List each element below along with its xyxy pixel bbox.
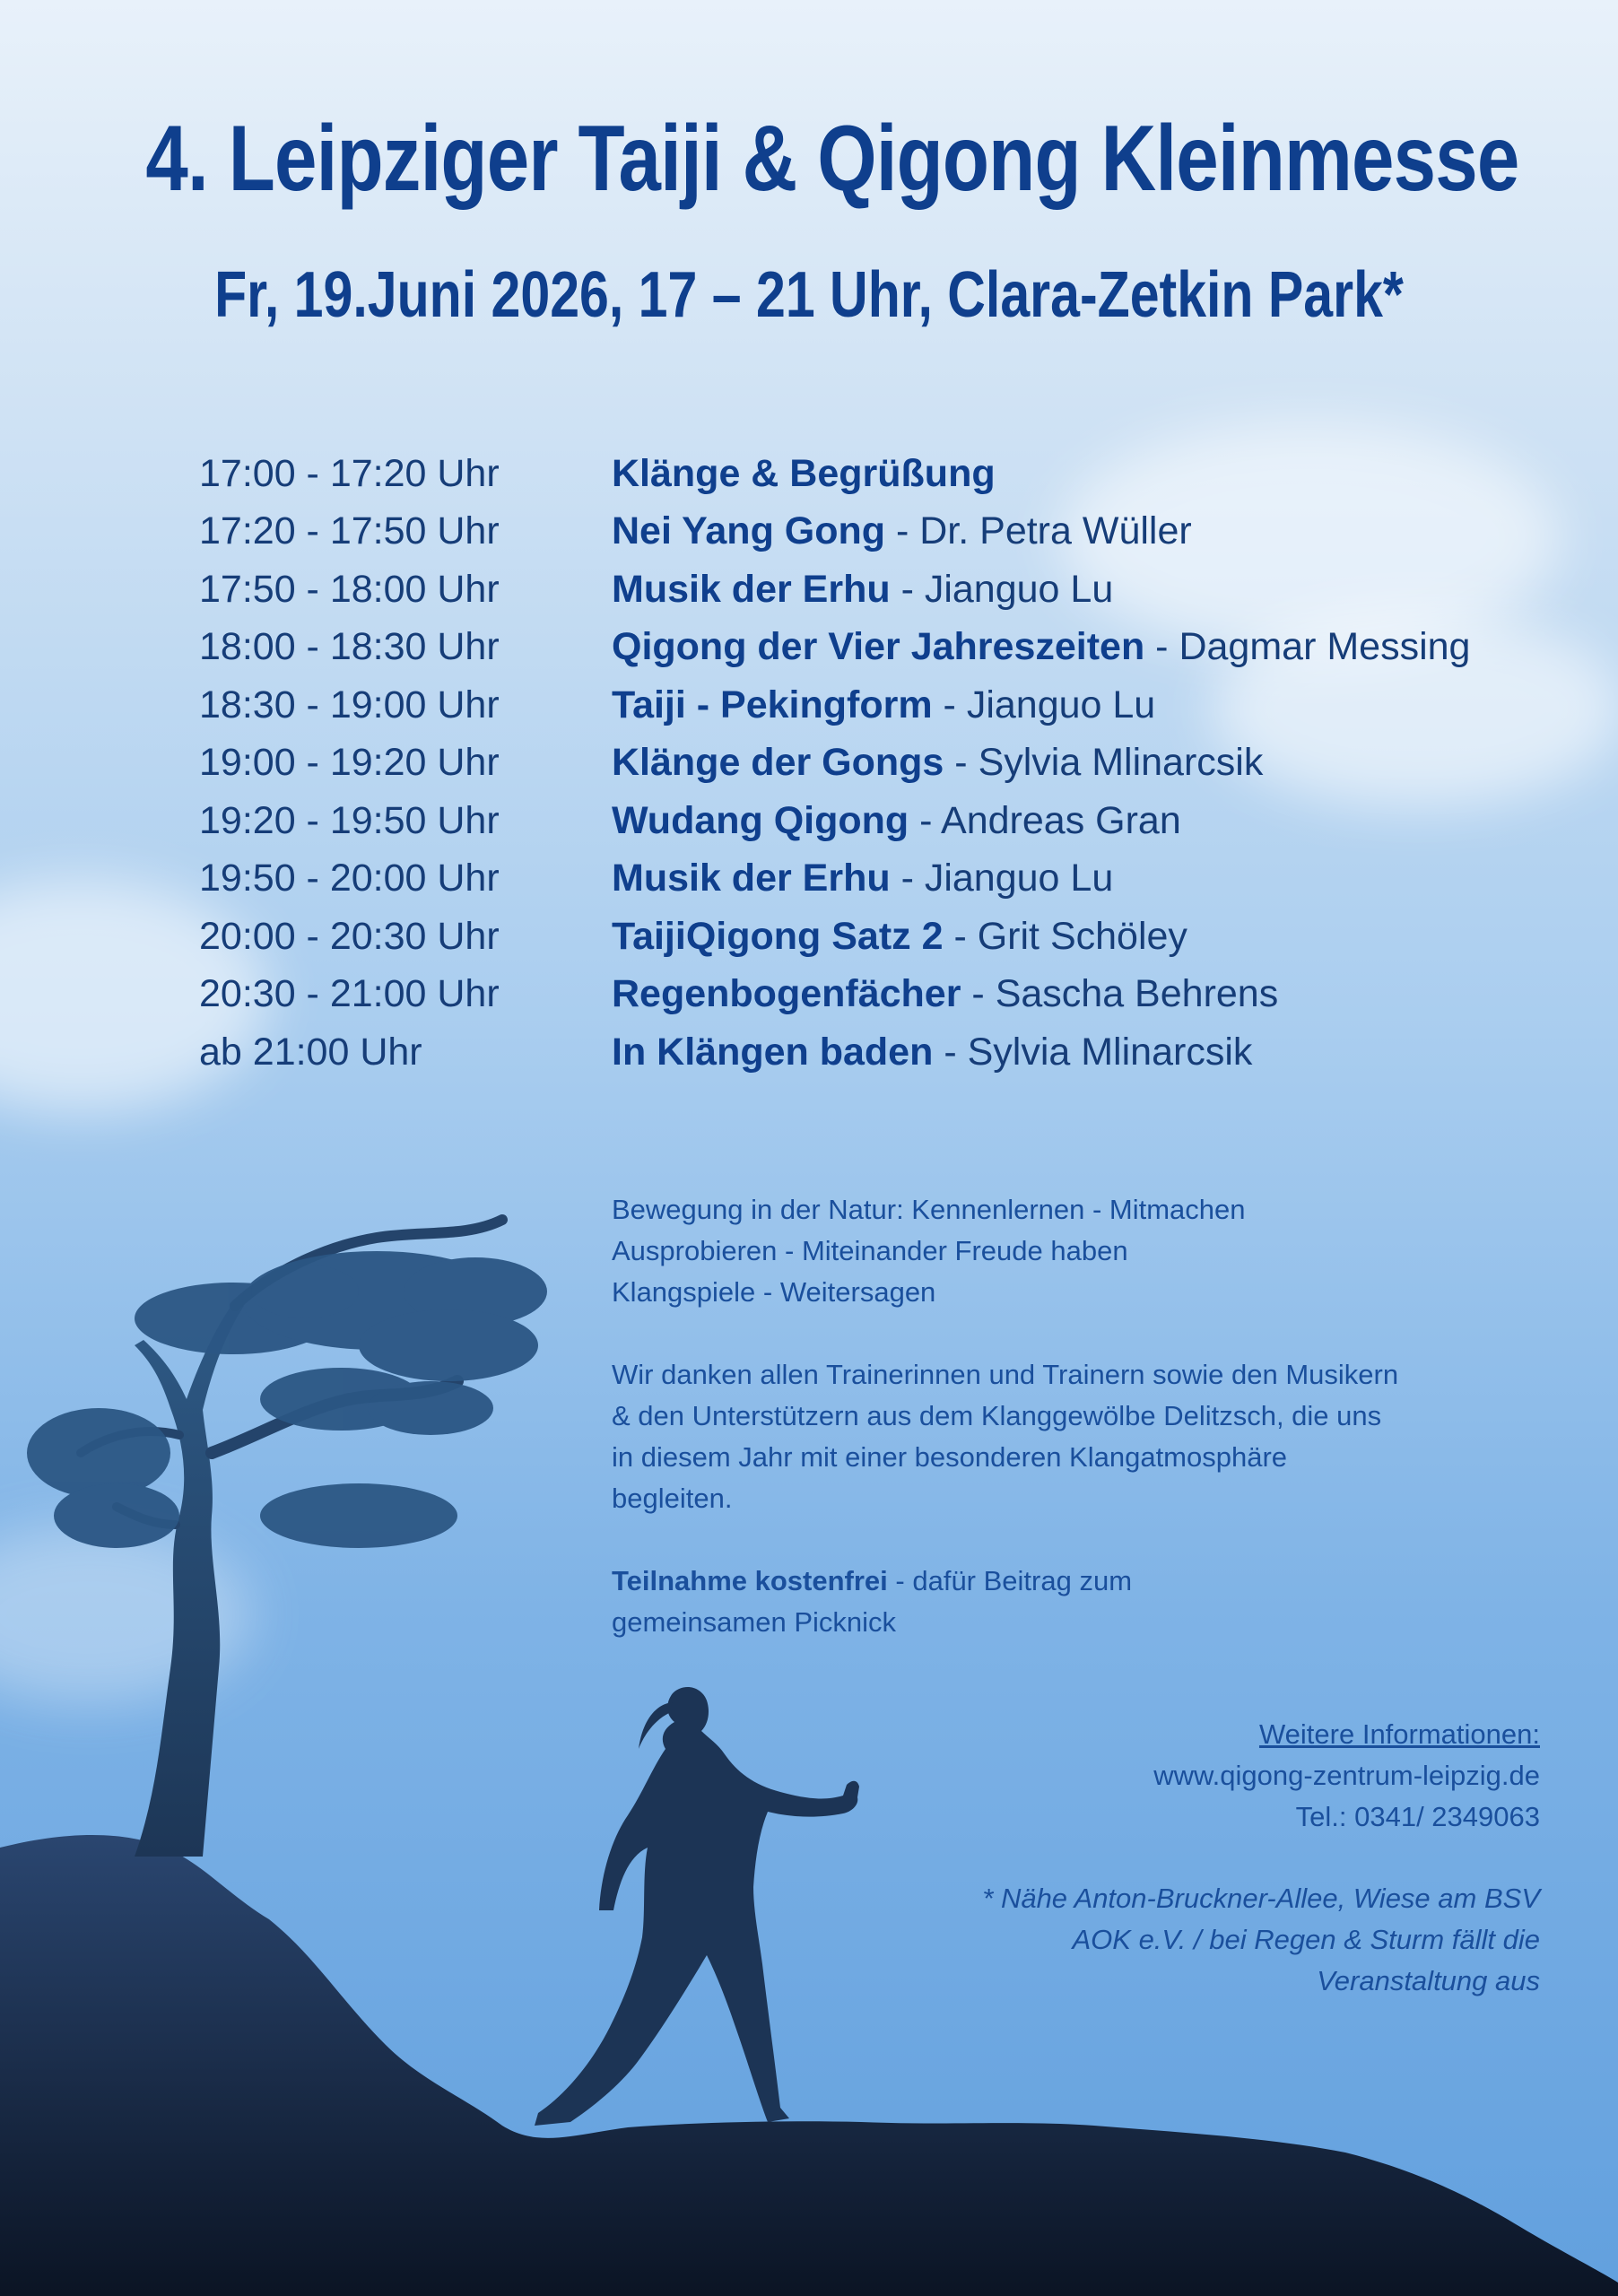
schedule-time: 19:50 - 20:00 Uhr xyxy=(199,857,500,900)
footnote-line: * Nähe Anton-Bruckner-Allee, Wiese am BSV xyxy=(982,1883,1540,1914)
schedule-separator: - xyxy=(933,1030,968,1074)
schedule-person: Sascha Behrens xyxy=(995,972,1279,1016)
footnote-line: Veranstaltung aus xyxy=(1317,1965,1540,1996)
footnote-line: AOK e.V. / bei Regen & Sturm fällt die xyxy=(1072,1924,1540,1955)
phone-number: Tel.: 0341/ 2349063 xyxy=(1295,1801,1540,1832)
event-date-location: Fr, 19.Juni 2026, 17 – 21 Uhr, Clara-Zetkin Park* xyxy=(214,259,1404,331)
schedule-time: ab 21:00 Uhr xyxy=(199,1030,422,1074)
schedule-time: 19:20 - 19:50 Uhr xyxy=(199,798,500,842)
schedule-person: Jianguo Lu xyxy=(924,857,1114,900)
schedule-time: 18:00 - 18:30 Uhr xyxy=(199,625,500,669)
schedule-person: Dagmar Messing xyxy=(1179,625,1471,669)
taichi-figure-silhouette xyxy=(535,1687,859,2126)
thanks-line: begleiten. xyxy=(612,1483,733,1514)
schedule-person: Dr. Petra Wüller xyxy=(919,509,1192,553)
schedule-separator: - xyxy=(943,914,978,958)
thanks-line: Wir danken allen Trainerinnen und Trainern sowie den Musikern xyxy=(612,1359,1399,1390)
schedule-time: 20:30 - 21:00 Uhr xyxy=(199,972,500,1016)
schedule-activity: Klänge & Begrüßung xyxy=(612,451,996,495)
schedule-time: 17:20 - 17:50 Uhr xyxy=(199,509,500,553)
contact-heading: Weitere Informationen: xyxy=(1258,1718,1540,1750)
hill-silhouette xyxy=(0,1835,1618,2296)
motto-line: Ausprobieren - Miteinander Freude haben xyxy=(612,1235,1128,1266)
schedule-time: 17:00 - 17:20 Uhr xyxy=(199,451,500,495)
thanks-line: in diesem Jahr mit einer besonderen Klangatmosphäre xyxy=(612,1441,1288,1473)
motto-line: Klangspiele - Weitersagen xyxy=(612,1276,936,1308)
schedule-separator: - xyxy=(932,683,967,726)
schedule-person: Sylvia Mlinarcsik xyxy=(978,741,1264,785)
tree-foliage xyxy=(27,1251,547,1548)
thanks-line: & den Unterstützern aus dem Klanggewölbe Delitzsch, die uns xyxy=(612,1400,1382,1431)
website-link[interactable]: www.qigong-zentrum-leipzig.de xyxy=(1153,1760,1540,1791)
schedule-activity: Wudang Qigong xyxy=(612,798,909,842)
fee-text: - dafür Beitrag zum xyxy=(887,1565,1133,1596)
schedule-person: Jianguo Lu xyxy=(966,683,1156,726)
schedule-activity: Musik der Erhu xyxy=(612,857,891,900)
schedule-person: Jianguo Lu xyxy=(924,567,1114,611)
schedule-activity: In Klängen baden xyxy=(612,1030,934,1074)
tree-trunk xyxy=(135,1300,244,1857)
motto-line: Bewegung in der Natur: Kennenlernen - Mitmachen xyxy=(612,1194,1246,1225)
schedule-time: 18:30 - 19:00 Uhr xyxy=(199,683,500,726)
schedule-person: Grit Schöley xyxy=(977,914,1187,958)
page-title: 4. Leipziger Taiji & Qigong Kleinmesse xyxy=(145,107,1519,211)
schedule-separator: - xyxy=(890,567,925,611)
schedule-separator: - xyxy=(885,509,920,553)
schedule-separator: - xyxy=(890,857,925,900)
fee-text-line2: gemeinsamen Picknick xyxy=(612,1606,897,1638)
schedule-activity: Regenbogenfächer xyxy=(612,972,961,1016)
fee-highlight: Teilnahme kostenfrei xyxy=(612,1565,888,1596)
schedule-activity: Klänge der Gongs xyxy=(612,741,944,785)
schedule-person: Sylvia Mlinarcsik xyxy=(967,1030,1253,1074)
schedule-separator: - xyxy=(909,798,942,842)
schedule-separator: - xyxy=(961,972,996,1016)
schedule-person: Andreas Gran xyxy=(941,798,1181,842)
schedule-activity: Nei Yang Gong xyxy=(612,509,886,553)
schedule-activity: Taiji - Pekingform xyxy=(612,683,933,726)
schedule-activity: Qigong der Vier Jahreszeiten xyxy=(612,625,1145,669)
schedule-time: 17:50 - 18:00 Uhr xyxy=(199,567,500,611)
schedule-time: 19:00 - 19:20 Uhr xyxy=(199,741,500,785)
schedule-separator: - xyxy=(1144,625,1179,669)
schedule-separator: - xyxy=(944,741,979,785)
schedule-activity: TaijiQigong Satz 2 xyxy=(612,914,944,958)
schedule-time: 20:00 - 20:30 Uhr xyxy=(199,914,500,958)
schedule-activity: Musik der Erhu xyxy=(612,567,891,611)
